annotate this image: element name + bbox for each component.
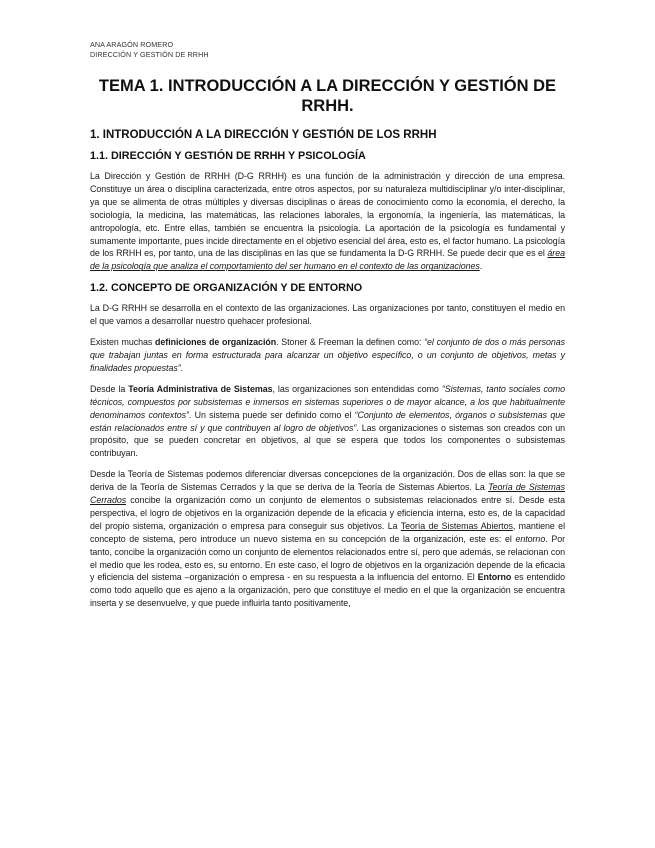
- text-run: Desde la: [90, 383, 129, 394]
- text-run: . Por tanto, concibe la organización como un conjunto de elementos relacionados entre sí, pero que además, se relacionan con el medio que les rodea, esto es, su entorno. En este caso, el logro de objetivos en la organización depende de la eficacia y eficiencia del sistema –organización o empresa - en su respuesta a la influencia del entorno. El: [90, 533, 565, 583]
- document-body: [90, 128, 565, 618]
- quote: “el conjunto de dos o más personas que trabajan juntas en forma estructurada para alcanzar un objetivo específico, o un conjunto de objetivos, metas y finalidades propuestas”: [90, 337, 566, 373]
- text-run: .: [479, 261, 483, 272]
- page-header: [90, 40, 209, 60]
- paragraph-1-2-d: [90, 468, 565, 610]
- subsection-heading-1-2: 1.2. CONCEPTO DE ORGANIZACIÓN Y DE ENTORNO: [90, 282, 363, 295]
- quote: “Sistemas, tanto sociales como técnicos, compuestos por subsistemas e inmersos en sistemas superiores o de mayor alcance, a los que habitualmente denominamos contextos”: [90, 383, 565, 420]
- text-run: La Dirección y Gestión de RRHH (D-G RRHH) es una función de la administración y dirección de una empresa. Constituye un área o disciplina caracterizada, entre otros aspectos, por su naturaleza multidisciplinar y/o inter-disciplinar, ya que se alimenta de otras múltiples y diversas disciplinas o áreas de conocimiento como la economía, el derecho, la sociología, la medicina, las matemáticas, las relaciones laborales, la ergonomía, la ingeniería, las matemáticas, la antropología, etc. Entre ellas, también se encuentra la psicología. La aportación de la psicología es fundamental y sumamente importante, pues incide directamente en el objetivo esencial del área, esto es, el factor humano. La psicología de los RRHH es, por tanto, una de las disciplinas en las que se fundamenta la D-G RRHH. Se puede decir que es el: [90, 171, 565, 259]
- header-course: DIRECCIÓN Y GESTIÓN DE RRHH: [90, 50, 209, 59]
- paragraph-1-2-b: [90, 336, 565, 375]
- section-heading-1: 1. INTRODUCCIÓN A LA DIRECCIÓN Y GESTIÓN DE LOS RRHH: [90, 129, 437, 141]
- italic-term: entorno: [515, 533, 546, 544]
- document-title: TEMA 1. INTRODUCCIÓN A LA DIRECCIÓN Y GESTIÓN DE RRHH.: [98, 77, 557, 115]
- text-run: , mantiene el concepto de sistema, pero introduce un nuevo sistema en su concepción de la organización, este es: el: [90, 520, 565, 544]
- text-run: , las organizaciones son entendidas como: [272, 383, 442, 394]
- text-run: concibe la organización como un conjunto de elementos o subsistemas relacionados entre sí. Desde esta perspectiva, el logro de objetivos en la organización depende de la eficacia y eficiencia interna, esto es, de la capacidad del propio sistema, organización o empresa para conseguir sus objetivos. La: [90, 495, 565, 531]
- paragraph-1-1: [90, 170, 565, 273]
- quote: “Conjunto de elementos, órganos o subsistemas que están relacionados entre sí y que contribuyen al logro de objetivos”: [90, 409, 565, 433]
- paragraph-1-2-c: [90, 383, 565, 460]
- text-run: Desde la Teoría de Sistemas podemos diferenciar diversas concepciones de la organización. Dos de ellas son: la que se deriva de la Teoría de Sistemas Cerrados y la que se deriva de la Teoría de Sistemas Abiertos. La: [90, 469, 565, 493]
- text-run: .: [180, 362, 184, 373]
- bold-term: Teoría Administrativa de Sistemas: [128, 383, 273, 394]
- underlined-term: Teoría de Sistemas Abiertos: [400, 520, 513, 531]
- bold-term: definiciones de organización: [155, 337, 277, 348]
- text-run: Existen muchas: [90, 337, 156, 348]
- underlined-term: Teoría de Sistemas Cerrados: [90, 482, 566, 506]
- text-run: . Stoner & Freeman la definen como:: [276, 337, 425, 348]
- text-run: . Un sistema puede ser definido como el: [188, 409, 355, 420]
- subsection-heading-1-1: 1.1. DIRECCIÓN Y GESTIÓN DE RRHH Y PSICOLOGÍA: [90, 150, 366, 162]
- bold-term: Entorno: [477, 572, 512, 583]
- text-run: . Las organizaciones o sistemas son creados con un propósito, que se pueden concretar en objetivos, al que se espera que todos los componentes o subsistemas contribuyan.: [90, 422, 565, 459]
- underlined-definition: área de la psicología que analiza el comportamiento del ser humano en el contexto de las organizaciones: [90, 248, 565, 272]
- paragraph-1-2-a: La D-G RRHH se desarrolla en el contexto de las organizaciones. Las organizaciones por tanto, constituyen el medio en el que vamos a desarrollar nuestro quehacer profesional.: [90, 303, 565, 327]
- text-run: es entendido como todo aquello que es ajeno a la organización, pero que constituye el medio en el que la organización se encuentra inserta y se desenvuelve, y que puede influirla tanto positivamente,: [90, 572, 565, 609]
- header-author: ANA ARAGÓN ROMERO: [90, 40, 174, 49]
